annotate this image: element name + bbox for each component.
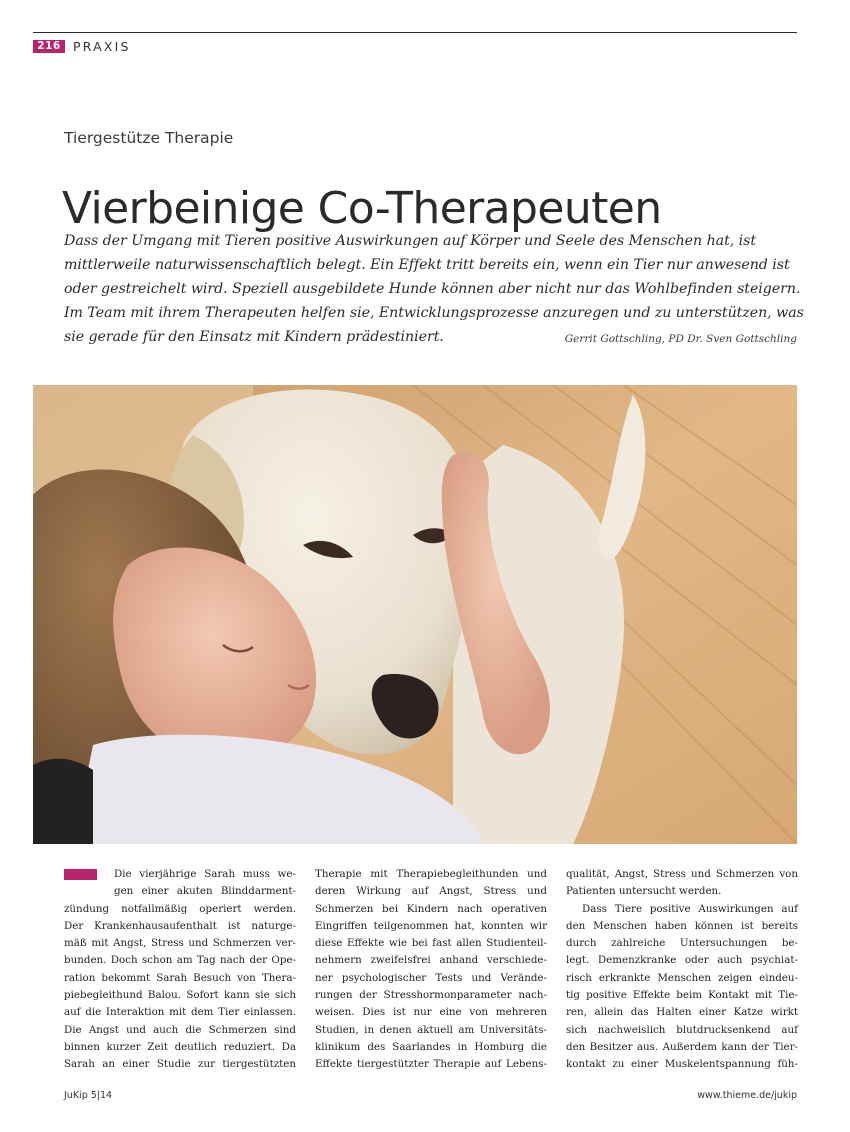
- column-line: Sarah an einer Studie zur tiergestützten: [64, 1058, 296, 1071]
- column-line: ner psychologischer Tests und Verände-: [315, 971, 547, 984]
- column-line: bunden. Doch schon am Tag nach der Ope-: [64, 954, 296, 967]
- column-line: binnen kurzer Zeit deutlich reduziert. Da: [64, 1040, 296, 1053]
- lead-line: Dass der Umgang mit Tieren positive Auswirkungen auf Körper und Seele des Menschen hat, ist: [64, 233, 757, 249]
- footer-url: www.thieme.de/jukip: [697, 1090, 797, 1101]
- column-line: mäß mit Angst, Stress und Schmerzen ver-: [64, 937, 296, 950]
- footer-issue: JuKip 5|14: [64, 1090, 113, 1101]
- column-line: Studien, in denen aktuell am Universitäts-: [315, 1023, 547, 1036]
- column-line: weisen. Dies ist nur eine von mehreren: [315, 1006, 547, 1019]
- body-column-3: [566, 866, 798, 1074]
- lead-line: sie gerade für den Einsatz mit Kindern prädestiniert.: [64, 329, 444, 345]
- column-line: Effekte tiergestützter Therapie auf Lebens-: [315, 1058, 547, 1071]
- column-line: Dass Tiere positive Auswirkungen auf: [582, 902, 798, 915]
- lead-line: Im Team mit ihrem Therapeuten helfen sie, Entwicklungsprozesse anzuregen und zu unterstützen, was: [64, 305, 804, 321]
- column-line: qualität, Angst, Stress und Schmerzen von: [566, 868, 798, 880]
- header-rule: [33, 32, 797, 33]
- column-line: nehmern zweifelsfrei anhand verschiede-: [315, 954, 547, 967]
- column-line: Die vierjährige Sarah muss we-: [114, 868, 296, 880]
- column-line: Die Angst und auch die Schmerzen sind: [64, 1023, 296, 1036]
- column-line: diese Effekte wie bei fast allen Studienteil-: [315, 937, 547, 950]
- column-line: Eingriffen teilgenommen hat, konnten wir: [315, 919, 547, 932]
- article-title: Vierbeinige Co-Therapeuten: [62, 183, 662, 235]
- body-column-2: [315, 866, 547, 1074]
- column-line: legt. Demenzkranke oder auch psychiat-: [566, 954, 798, 967]
- column-line: ration bekommt Sarah Besuch von Thera-: [64, 971, 296, 984]
- article-authors: Gerrit Gottschling, PD Dr. Sven Gottschling: [564, 333, 797, 345]
- body-column-1: [64, 866, 296, 1074]
- column-line: zündung notfallmäßig operiert werden.: [64, 902, 296, 915]
- column-line: Therapie mit Therapiebegleithunden und: [315, 868, 547, 880]
- column-line: tig positive Effekte beim Kontakt mit Tie-: [566, 989, 798, 1002]
- page-number-badge: 216: [33, 40, 65, 53]
- column-line: Der Krankenhausaufenthalt ist naturge-: [64, 919, 296, 932]
- lead-line: mittlerweile naturwissenschaftlich belegt. Ein Effekt tritt bereits ein, wenn ein Tier nur anwesend ist: [64, 257, 790, 273]
- section-label: PRAXIS: [73, 39, 131, 54]
- lead-line: oder gestreichelt wird. Speziell ausgebildete Hunde können aber nicht nur das Wohlbefinden steigern.: [64, 281, 801, 297]
- column-line: deren Wirkung auf Angst, Stress und: [315, 885, 547, 898]
- column-line: rungen der Stresshormonparameter nach-: [315, 989, 547, 1002]
- column-line: durch zahlreiche Untersuchungen be-: [566, 937, 798, 950]
- column-line: ren, allein das Halten einer Katze wirkt: [566, 1006, 798, 1019]
- article-photo: [33, 385, 797, 844]
- column-line: piebegleithund Balou. Sofort kann sie sich: [64, 989, 296, 1002]
- column-line: Schmerzen bei Kindern nach operativen: [315, 902, 547, 915]
- column-line: risch erkrankte Menschen zeigen eindeu-: [566, 971, 798, 984]
- column-line: sich nachweislich blutdrucksenkend auf: [566, 1023, 798, 1036]
- column-line: den Menschen haben können ist bereits: [566, 919, 798, 932]
- column-line: klinikum des Saarlandes in Homburg die: [315, 1040, 547, 1053]
- article-kicker: Tiergestütze Therapie: [64, 129, 234, 147]
- column-line: gen einer akuten Blinddarment-: [114, 885, 296, 898]
- column-line: den Besitzer aus. Außerdem kann der Tier-: [566, 1040, 798, 1053]
- column-line: Patienten untersucht werden.: [566, 885, 722, 898]
- column-line: auf die Interaktion mit dem Tier einlassen.: [64, 1006, 296, 1019]
- column-line: kontakt zu einer Muskelentspannung füh-: [566, 1058, 798, 1071]
